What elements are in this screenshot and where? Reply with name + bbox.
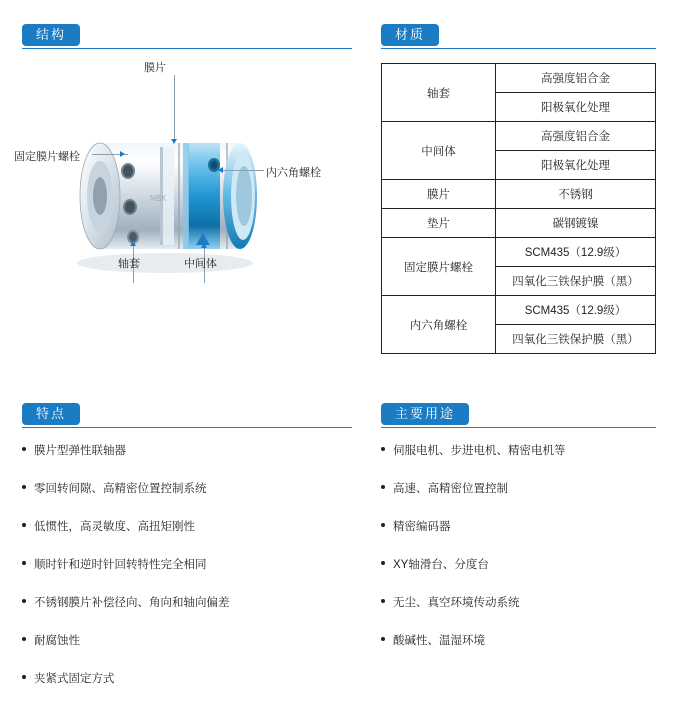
svg-text:NBK: NBK: [150, 194, 167, 203]
material-part-label: 垫片: [382, 209, 496, 238]
table-row: [382, 296, 656, 325]
material-value: 碳钢镀镍: [496, 209, 656, 238]
material-value: 不锈钢: [496, 180, 656, 209]
material-value: SCM435（12.9级）: [496, 238, 656, 267]
features-section-underline: [22, 427, 352, 428]
table-row: [382, 64, 656, 93]
coupling-diagram-svg: [0, 55, 340, 305]
callout-hex-bolt: 内六角螺栓: [266, 167, 321, 179]
table-row: [382, 122, 656, 151]
callout-fixing-bolt: 固定膜片螺栓: [14, 151, 80, 163]
arrow-hub: [130, 241, 136, 246]
list-item: 精密编码器: [381, 518, 656, 534]
material-value: SCM435（12.9级）: [496, 296, 656, 325]
list-item: 零回转间隙、高精密位置控制系统: [22, 480, 342, 496]
list-item: 耐腐蚀性: [22, 632, 342, 648]
material-table-body: [382, 64, 656, 354]
leader-hex-bolt: [222, 170, 264, 171]
table-row: [382, 238, 656, 267]
table-row: [382, 209, 656, 238]
list-item: 顺时针和逆时针回转特性完全相同: [22, 556, 342, 572]
applications-list: [381, 442, 656, 670]
leader-diaphragm: [174, 75, 175, 141]
callout-diaphragm: 膜片: [144, 62, 166, 74]
material-section-badge: 材质: [381, 24, 439, 46]
material-value: 阳极氧化处理: [496, 151, 656, 180]
features-list: [22, 442, 342, 708]
list-item: 膜片型弹性联轴器: [22, 442, 342, 458]
table-row: [382, 180, 656, 209]
list-item: 高速、高精密位置控制: [381, 480, 656, 496]
material-part-label: 中间体: [382, 122, 496, 180]
list-item: 夹紧式固定方式: [22, 670, 342, 686]
list-item: 伺服电机、步进电机、精密电机等: [381, 442, 656, 458]
arrow-hex-bolt: [218, 167, 223, 173]
material-part-label: 内六角螺栓: [382, 296, 496, 354]
applications-section-underline: [381, 427, 656, 428]
material-part-label: 膜片: [382, 180, 496, 209]
material-part-label: 固定膜片螺栓: [382, 238, 496, 296]
structure-section-badge: 结构: [22, 24, 80, 46]
material-value: 高强度铝合金: [496, 64, 656, 93]
list-item: 不锈钢膜片补偿径向、角向和轴向偏差: [22, 594, 342, 610]
arrow-spacer: [201, 243, 207, 248]
material-value: 阳极氧化处理: [496, 93, 656, 122]
arrow-diaphragm: [171, 139, 177, 144]
structure-section-underline: [22, 48, 352, 49]
callout-hub: 轴套: [118, 258, 140, 270]
arrow-fixing-bolt: [120, 151, 125, 157]
features-section-badge: 特点: [22, 403, 80, 425]
material-value: 高强度铝合金: [496, 122, 656, 151]
material-section-underline: [381, 48, 656, 49]
material-value: 四氧化三铁保护膜（黑）: [496, 325, 656, 354]
list-item: 酸碱性、温湿环境: [381, 632, 656, 648]
list-item: XY轴滑台、分度台: [381, 556, 656, 572]
material-part-label: 轴套: [382, 64, 496, 122]
material-table: [381, 63, 656, 354]
structure-illustration: [0, 55, 340, 305]
list-item: 无尘、真空环境传动系统: [381, 594, 656, 610]
material-value: 四氧化三铁保护膜（黑）: [496, 267, 656, 296]
applications-section-badge: 主要用途: [381, 403, 469, 425]
callout-spacer: 中间体: [184, 258, 217, 270]
list-item: 低惯性，高灵敏度、高扭矩刚性: [22, 518, 342, 534]
